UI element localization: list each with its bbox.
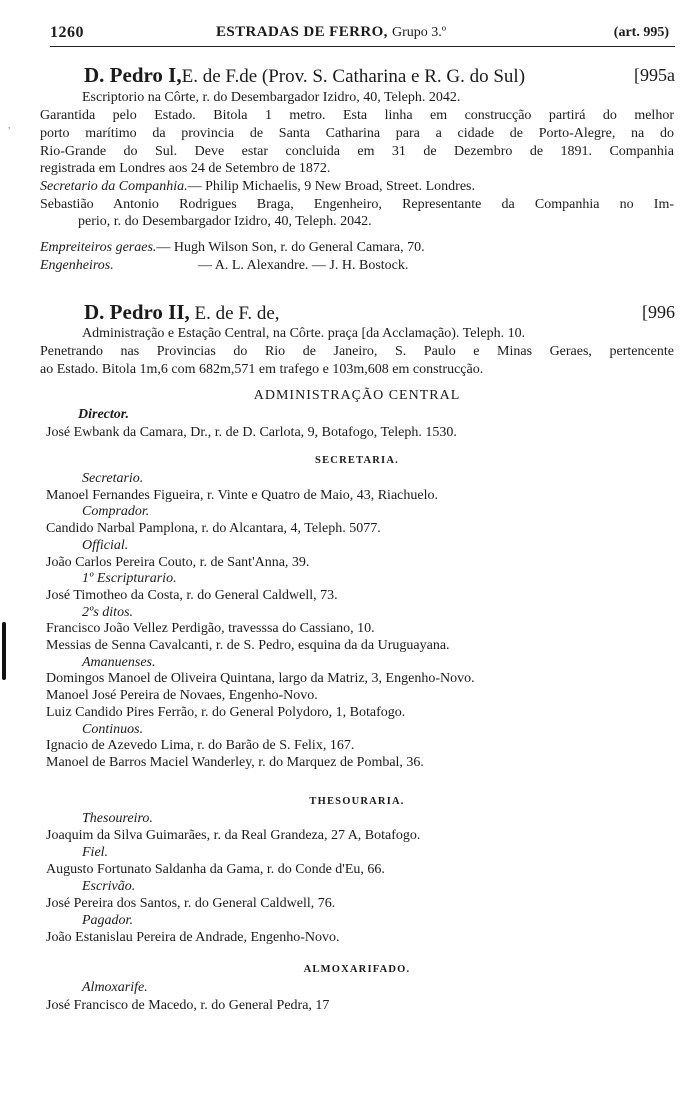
staff-entry: Luiz Candido Pires Ferrão, r. do General Polydoro, 1, Botafogo. [46,704,406,720]
entry-995-heading [84,63,525,89]
staff-entry: Manoel Fernandes Figueira, r. Vinte e Quatro de Maio, 43, Riachuelo. [46,487,438,503]
header-rule [50,46,675,47]
director-label [78,406,129,424]
engenheiros-value: — A. L. Alexandre. — J. H. Bostock. [198,258,409,273]
staff-entry: João Estanislau Pereira de Andrade, Engenho-Novo. [46,930,340,945]
entry-995-line-1: Escriptorio na Côrte, r. do Desembargador Izidro, 40, Teleph. 2042. [82,90,461,105]
role-label: Pagador. [82,913,133,928]
role-label: Secretario. [82,471,144,486]
staff-entry: Manoel de Barros Maciel Wanderley, r. do Marquez de Pombal, 36. [46,754,424,770]
staff-entry: Ignacio de Azevedo Lima, r. do Barão de S. Felix, 167. [46,738,355,754]
role-label: Official. [82,537,129,553]
staff-entry: Francisco João Vellez Perdigão, travesssa do Cassiano, 10. [46,621,375,637]
entry-995-line-3: porto marítimo da provincia de Santa Catharina para a cidade de Porto-Alegre, na do [40,126,674,141]
empreiteiros-label: Empreiteiros geraes. [40,240,157,255]
role-label: Almoxarife. [82,980,148,995]
entry-996-heading-rest: E. de F. de, [194,303,280,324]
running-title-text: ESTRADAS DE FERRO, [216,24,388,40]
empreiteiros-value: — Hugh Wilson Son, r. do General Camara, 70. [156,240,425,255]
staff-entry: Joaquim da Silva Guimarães, r. da Real Grandeza, 27 A, Botafogo. [46,828,421,843]
entry-995-line-4: Rio-Grande do Sul. Deve estar concluida em 31 de Dezembro de 1891. Companhia [40,144,674,159]
secretaria-heading: SECRETARIA. [315,455,399,466]
running-title-group: Grupo 3.º [391,25,447,40]
entry-995-secretario [40,178,475,196]
entry-996-line-2: Penetrando nas Provincias do Rio de Janeiro, S. Paulo e Minas Geraes, pertencente [40,344,674,359]
article-reference: (art. 995) [613,25,669,40]
director-value: José Ewbank da Camara, Dr., r. de D. Carlota, 9, Botafogo, Teleph. 1530. [46,425,457,440]
staff-entry: Candido Narbal Pamplona, r. do Alcantara, 4, Teleph. 5077. [46,521,381,537]
director-label-text: Director. [78,407,129,422]
entry-995-representative-1: Sebastião Antonio Rodrigues Braga, Engenheiro, Representante da Companhia no Im- [40,197,674,212]
role-label: Amanuenses. [82,654,156,670]
entry-995-empreiteiros [40,239,425,257]
entry-995-heading-rest: E. de F.de (Prov. S. Catharina e R. G. do Sul) [181,66,526,87]
page-number: 1260 [50,24,84,41]
staff-entry: José Pereira dos Santos, r. do General Caldwell, 76. [46,896,336,911]
engenheiros-label: Engenheiros. [40,258,114,273]
staff-entry: José Timotheo da Costa, r. do General Caldwell, 73. [46,587,338,603]
secretario-label: Secretario da Companhia. [40,179,188,194]
role-label: Escrivão. [82,879,136,894]
margin-tick-mark: , [8,120,11,131]
secretario-value: — Philip Michaelis, 9 New Broad, Street. Londres. [187,179,475,194]
entry-996-heading [84,300,280,326]
role-label: Continuos. [82,721,144,737]
entry-995-representative-2: perio, r. do Desembargador Izidro, 40, Teleph. 2042. [78,214,372,229]
entry-996-name: D. Pedro II, [84,300,190,324]
staff-entry: José Francisco de Macedo, r. do General Pedra, 17 [46,998,330,1013]
role-label: Comprador. [82,504,150,520]
entry-995-line-2: Garantida pelo Estado. Bitola 1 metro. Esta linha em construcção partirá do melhor [40,108,674,123]
administracao-heading: ADMINISTRAÇÃO CENTRAL [253,388,461,403]
role-label: 2ºs ditos. [82,604,134,620]
almoxarifado-heading: ALMOXARIFADO. [303,964,411,975]
thesouraria-heading: THESOURARIA. [309,796,405,807]
margin-ink-mark [2,622,6,680]
entry-995-number: [995a [634,65,675,85]
entry-996-line-1: Administração e Estação Central, na Côrte. praça [da Acclamação). Teleph. 10. [82,326,526,341]
running-header [50,22,675,46]
staff-entry: Manoel José Pereira de Novaes, Engenho-Novo. [46,688,318,704]
entry-995-line-5: registrada em Londres aos 24 de Setembro de 1872. [40,161,331,176]
entry-995-engenheiros [40,257,408,275]
entry-995-name: D. Pedro I, [84,63,182,87]
staff-entry: Augusto Fortunato Saldanha da Gama, r. do Conde d'Eu, 66. [46,862,385,877]
role-label: Fiel. [82,845,109,860]
entry-996-line-3: ao Estado. Bitola 1m,6 com 682m,571 em trafego e 103m,608 em construcção. [40,362,484,377]
staff-entry: Domingos Manoel de Oliveira Quintana, largo da Matriz, 3, Engenho-Novo. [46,671,475,687]
staff-entry: Messias de Senna Cavalcanti, r. de S. Pedro, esquina da da Uruguayana. [46,638,450,653]
staff-entry: João Carlos Pereira Couto, r. de Sant'Anna, 39. [46,554,310,570]
role-label: Thesoureiro. [82,811,153,826]
entry-996-number: [996 [642,302,675,322]
running-title [216,24,446,41]
role-label: 1º Escripturario. [82,571,177,587]
